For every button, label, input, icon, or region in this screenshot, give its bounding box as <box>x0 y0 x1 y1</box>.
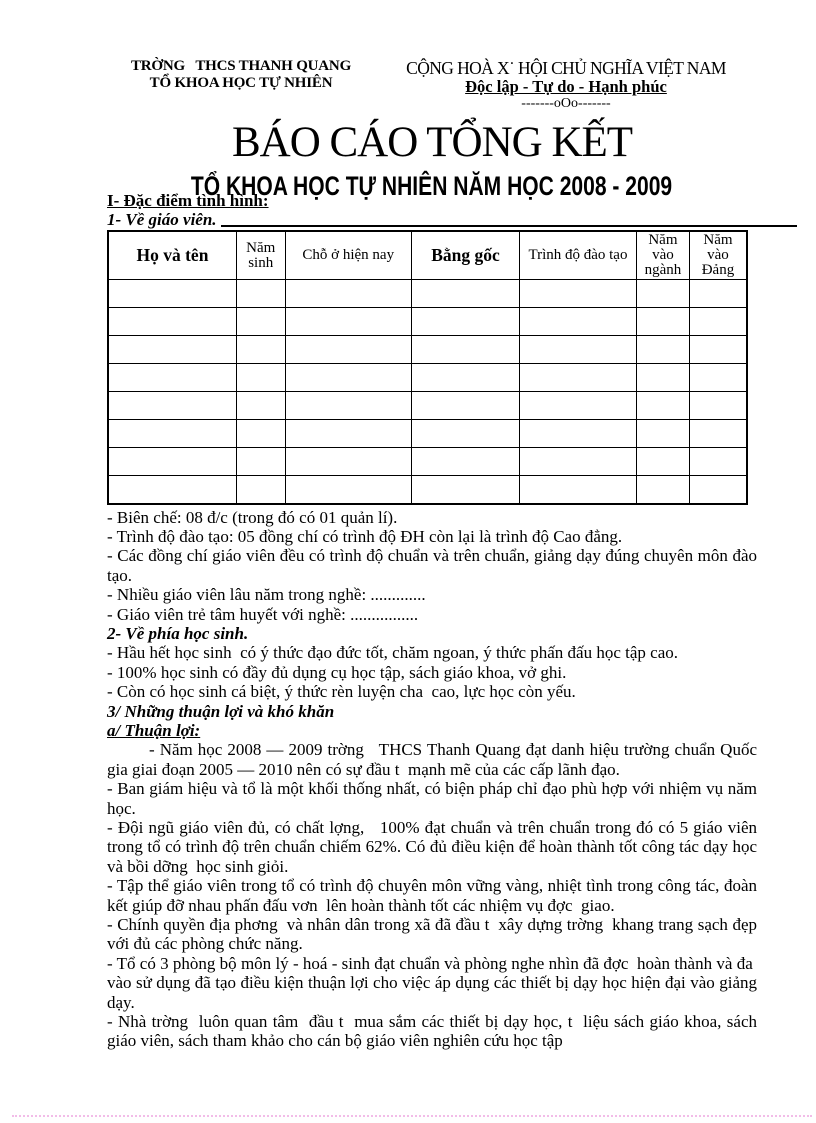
column-header: Chỗ ở hiện nay <box>285 231 412 280</box>
table-cell-empty <box>520 448 637 476</box>
table-cell-empty <box>412 280 520 308</box>
national-motto-line1: CỘNG HOÀ X˙ HỘI CHỦ NGHĨA VIỆT NAM <box>406 58 726 78</box>
table-row <box>108 392 747 420</box>
table-cell-empty <box>108 448 236 476</box>
table-cell-empty <box>520 336 637 364</box>
body-section-heading: 3/ Những thuận lợi và khó khăn <box>107 701 335 721</box>
table-cell-empty <box>412 392 520 420</box>
column-header: Năm vào Đảng <box>689 231 747 280</box>
table-cell-empty <box>520 364 637 392</box>
table-cell-empty <box>236 476 285 504</box>
table-cell-empty <box>285 448 412 476</box>
table-cell-empty <box>689 280 747 308</box>
table-cell-empty <box>285 308 412 336</box>
body-paragraph: - Trình độ đào tạo: 05 đồng chí có trình độ ĐH còn lại là trình độ Cao đẳng. <box>107 526 623 546</box>
table-cell-empty <box>236 448 285 476</box>
body-paragraph: - Chính quyền địa phơng và nhân dân trong xã đã đầu t xây dựng trờng khang trang sạch đẹp với đủ các phòng chức năng. <box>107 915 757 954</box>
body-paragraph: - Ban giám hiệu và tổ là một khối thống nhất, có biện pháp chỉ đạo phù hợp với nhiệm vụ năm học. <box>107 779 757 818</box>
table-cell-empty <box>636 476 689 504</box>
table-cell-empty <box>689 476 747 504</box>
table-row <box>108 476 747 504</box>
table-cell-empty <box>236 420 285 448</box>
body-paragraph: - Hầu hết học sinh có ý thức đạo đức tốt, chăm ngoan, ý thức phấn đấu học tập cao. <box>107 643 679 663</box>
teachers-table <box>107 230 748 505</box>
table-cell-empty <box>285 392 412 420</box>
national-header <box>375 58 757 111</box>
table-cell-empty <box>689 308 747 336</box>
body-paragraph: - Đội ngũ giáo viên đủ, có chất lợng, 100% đạt chuẩn và trên chuẩn trong đó có 5 giáo viên trong tổ có trình độ trên chuẩn chiếm 62%. Có đủ điều kiện để hoàn thành tốt công tác dạy học và bồi dỡng học sinh giỏi. <box>107 818 757 876</box>
table-cell-empty <box>689 364 747 392</box>
body-paragraph: - Năm học 2008 — 2009 trờng THCS Thanh Quang đạt danh hiệu trường chuẩn Quốc gia giai đoạn 2005 — 2010 nên có sự đầu t mạnh mẽ của các cấp lãnh đạo. <box>107 740 757 779</box>
table-cell-empty <box>236 308 285 336</box>
table-cell-empty <box>236 392 285 420</box>
page-bottom-dotted-line <box>12 1115 812 1117</box>
table-row <box>108 364 747 392</box>
subsection-1-heading: 1- Về giáo viên. <box>107 211 757 229</box>
column-header: Bằng gốc <box>412 231 520 280</box>
table-row <box>108 448 747 476</box>
report-subtitle: TỔ KHOA HỌC TỰ NHIÊN NĂM HỌC 2008 - 2009 <box>191 171 673 201</box>
horizontal-rule <box>221 225 797 227</box>
body-paragraph: - Nhiều giáo viên lâu năm trong nghề: ............. <box>107 585 426 605</box>
table-cell-empty <box>636 448 689 476</box>
table-cell-empty <box>412 448 520 476</box>
body-paragraph: - Nhà trờng luôn quan tâm đầu t mua sắm các thiết bị dạy học, t liệu sách giáo khoa, sách giáo viên, sách tham khảo cho cán bộ giáo viên nghiên cứu học tập <box>107 1012 757 1051</box>
table-cell-empty <box>689 392 747 420</box>
table-cell-empty <box>636 392 689 420</box>
body-paragraph: - Biên chế: 08 đ/c (trong đó có 01 quản lí). <box>107 507 398 527</box>
table-cell-empty <box>636 280 689 308</box>
body-paragraph: - 100% học sinh có đầy đủ dụng cụ học tập, sách giáo khoa, vở ghi. <box>107 662 567 682</box>
body-paragraph: - Giáo viên trẻ tâm huyết với nghề: ................ <box>107 604 419 624</box>
page-header <box>107 58 757 111</box>
table-cell-empty <box>689 420 747 448</box>
table-row <box>108 420 747 448</box>
table-cell-empty <box>520 392 637 420</box>
column-header: Trình độ đào tạo <box>520 231 637 280</box>
table-row <box>108 336 747 364</box>
table-header-row <box>108 231 747 280</box>
section-1-heading: I- Đặc điểm tình hình: <box>107 191 269 210</box>
table-cell-empty <box>636 420 689 448</box>
body-paragraph: - Còn có học sinh cá biệt, ý thức rèn luyện cha cao, lực học còn yếu. <box>107 682 576 702</box>
body-paragraph: - Tập thể giáo viên trong tổ có trình độ chuyên môn vững vàng, nhiệt tình trong công tác, đoàn kết giúp đỡ nhau phấn đấu vơn lên hoàn thành tốt các nhiệm vụ đợc giao. <box>107 876 757 915</box>
table-cell-empty <box>689 336 747 364</box>
table-cell-empty <box>636 364 689 392</box>
column-header: Họ và tên <box>108 231 236 280</box>
table-cell-empty <box>636 336 689 364</box>
table-cell-empty <box>108 280 236 308</box>
table-cell-empty <box>108 476 236 504</box>
table-cell-empty <box>520 308 637 336</box>
school-header <box>107 58 375 92</box>
table-cell-empty <box>412 364 520 392</box>
body-section-heading: a/ Thuận lợi: <box>107 720 201 740</box>
table-cell-empty <box>412 336 520 364</box>
table-row <box>108 280 747 308</box>
table-cell-empty <box>412 420 520 448</box>
table-cell-empty <box>412 308 520 336</box>
table-row <box>108 308 747 336</box>
table-cell-empty <box>520 280 637 308</box>
table-cell-empty <box>285 364 412 392</box>
column-header: Năm sinh <box>236 231 285 280</box>
school-name: TRỜNG THCS THANH QUANG <box>130 58 352 74</box>
table-cell-empty <box>108 308 236 336</box>
separator-ooo: -------oOo------- <box>521 96 611 111</box>
table-cell-empty <box>285 476 412 504</box>
table-cell-empty <box>689 448 747 476</box>
column-header: Năm vào ngành <box>636 231 689 280</box>
department-name: TỔ KHOA HỌC TỰ NHIÊN <box>149 75 333 91</box>
table-cell-empty <box>412 476 520 504</box>
report-title: BÁO CÁO TỔNG KẾT <box>231 119 633 166</box>
table-cell-empty <box>285 280 412 308</box>
table-cell-empty <box>236 280 285 308</box>
national-motto-line2: Độc lập - Tự do - Hạnh phúc <box>465 77 667 96</box>
table-cell-empty <box>108 336 236 364</box>
table-cell-empty <box>636 308 689 336</box>
table-cell-empty <box>285 336 412 364</box>
body-paragraph: - Các đồng chí giáo viên đều có trình độ chuẩn và trên chuẩn, giảng dạy đúng chuyên môn đào tạo. <box>107 546 757 585</box>
table-cell-empty <box>520 420 637 448</box>
report-body-text <box>107 508 757 1051</box>
table-cell-empty <box>108 420 236 448</box>
table-cell-empty <box>108 392 236 420</box>
table-cell-empty <box>520 476 637 504</box>
table-cell-empty <box>108 364 236 392</box>
body-paragraph: - Tổ có 3 phòng bộ môn lý - hoá - sinh đạt chuẩn và phòng nghe nhìn đã đợc hoàn thành và đa vào sử dụng đã tạo điều kiện thuận lợi cho việc áp dụng các thiết bị dạy học hiện đại vào giảng dạy. <box>107 953 757 1012</box>
table-cell-empty <box>236 364 285 392</box>
table-cell-empty <box>236 336 285 364</box>
body-section-heading: 2- Về phía học sinh. <box>107 623 249 643</box>
table-cell-empty <box>285 420 412 448</box>
